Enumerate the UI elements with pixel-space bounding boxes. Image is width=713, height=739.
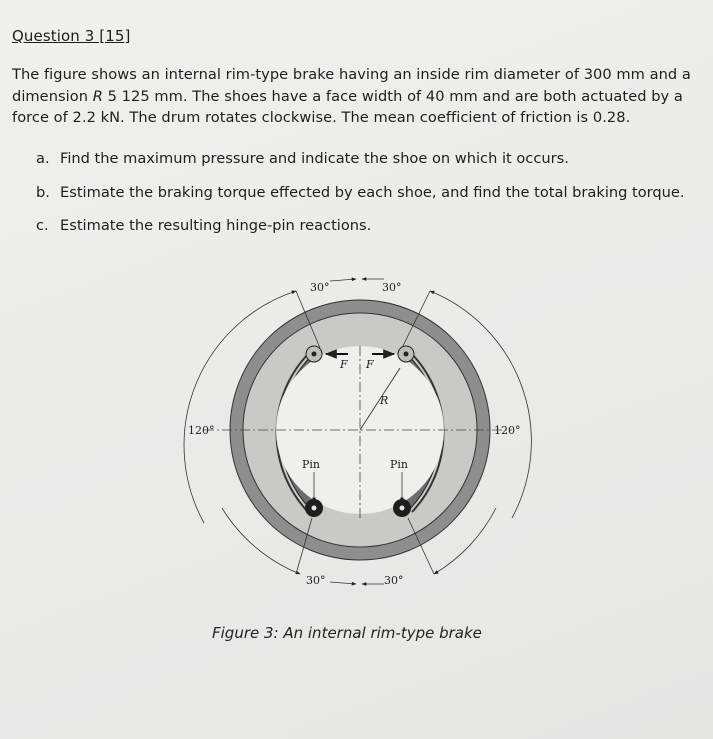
sub-question-marker: b. (36, 184, 50, 201)
sub-question-c (36, 217, 706, 234)
angle-label-top-right: 30° (382, 281, 402, 294)
question-paragraph (12, 64, 702, 129)
brake-figure (180, 268, 540, 608)
sub-question-text: Find the maximum pressure and indicate the shoe on which it occurs. (60, 150, 569, 167)
bottom-angle-arrow-left (330, 582, 356, 584)
angle-label-bottom-left: 30° (306, 574, 326, 587)
top-angle-arrow-left (330, 279, 356, 281)
angle-label-bottom-right: 30° (384, 574, 404, 587)
question-line-3: force of 2.2 kN. The drum rotates clockwise. The mean coefficient of friction is 0.28. (12, 109, 631, 126)
pin-label-right: Pin (390, 458, 409, 471)
left-actuator-pivot-center (312, 352, 317, 357)
right-actuator-pivot-center (404, 352, 409, 357)
radius-label: R (380, 394, 389, 407)
sub-question-b (36, 184, 706, 201)
brake-diagram (180, 268, 540, 608)
line2-post: 5 125 mm. The shoes have a face width of 40 mm and are both actuated by a (102, 87, 683, 105)
figure-caption: Figure 3: An internal rim-type brake (212, 624, 482, 642)
left-hinge-pin-center (312, 506, 317, 511)
line2-variable: R (92, 87, 103, 105)
sub-question-marker: a. (36, 150, 50, 167)
sub-question-text: Estimate the resulting hinge-pin reactions. (60, 217, 372, 234)
sub-question-marker: c. (36, 217, 49, 234)
force-label-right: F (366, 358, 374, 371)
sub-question-text: Estimate the braking torque effected by each shoe, and find the total braking torque. (60, 184, 685, 201)
line2-pre: dimension (12, 87, 93, 105)
angle-label-right: 120° (494, 424, 521, 437)
question-heading: Question 3 [15] (12, 27, 131, 45)
question-line-1: The figure shows an internal rim-type brake having an inside rim diameter of 300 mm and a (12, 66, 691, 83)
question-line-2 (12, 86, 702, 108)
pin-label-left: Pin (302, 458, 321, 471)
angle-label-top-left: 30° (310, 281, 330, 294)
angle-label-left: 120° (188, 424, 215, 437)
right-hinge-pin-center (400, 506, 405, 511)
force-label-left: F (340, 358, 348, 371)
sub-question-a (36, 150, 706, 167)
